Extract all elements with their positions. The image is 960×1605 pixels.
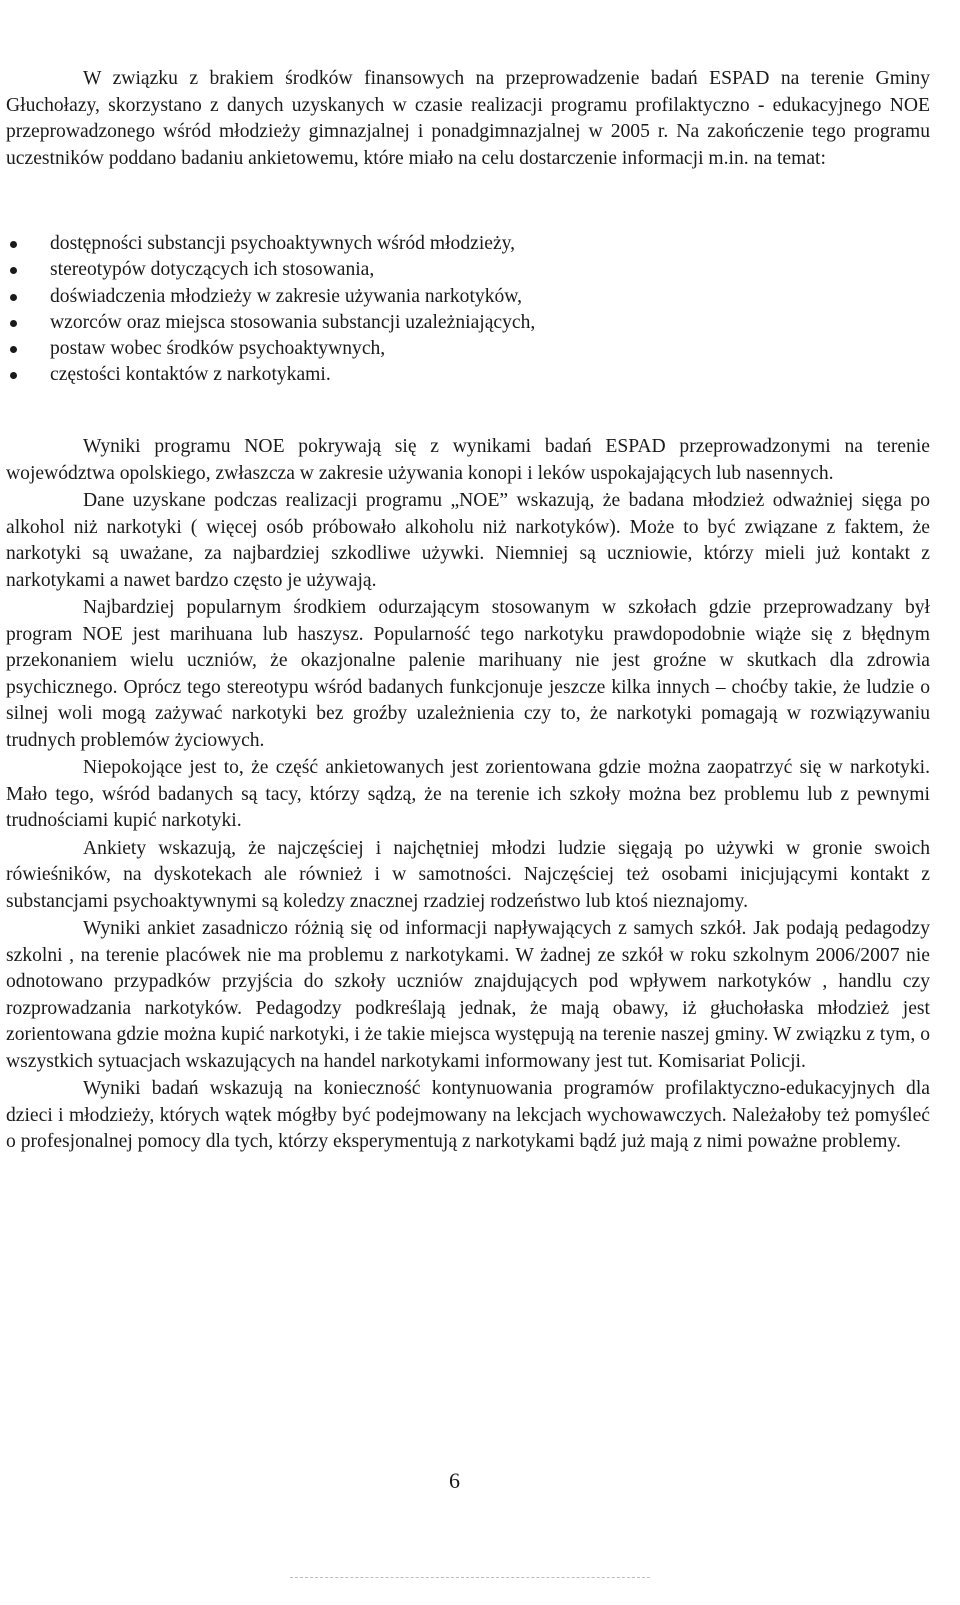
- intro-paragraph: W związku z brakiem środków finansowych na przeprowadzenie badań ESPAD na terenie Gminy Głuchołazy, skorzystano z danych uzyskanych w czasie realizacji programu profilaktyczno - edukacyjnego NOE przeprowadzonego wśród młodzieży gimnazjalnej i ponadgimnazjalnej w 2005 r. Na zakończenie tego programu uczestników poddano badaniu ankietowemu, które miało na celu dostarczenie informacji m.in. na temat:: [6, 68, 930, 169]
- list-item-text: częstości kontaktów z narkotykami.: [50, 364, 331, 386]
- topics-bullet-list: [10, 231, 910, 389]
- list-item: [10, 284, 910, 310]
- bullet-dot-icon: [10, 346, 17, 353]
- bullet-dot-icon: [10, 320, 17, 327]
- list-item-text: dostępności substancji psychoaktywnych wśród młodzieży,: [50, 233, 516, 254]
- paragraph-conclusions: Wyniki badań wskazują na konieczność kontynuowania programów profilaktyczno-edukacyjnych dla dzieci i młodzieży, których wątek mógłby być podejmowany na lekcjach wychowawczych. Należałoby też pomyśleć o profesjonalnej pomocy dla tych, którzy eksperymentują z narkotykami bądź już mają z nimi poważne problemy.: [6, 1078, 930, 1152]
- paragraph-popular-substance: Najbardziej popularnym środkiem odurzającym stosowanym w szkołach gdzie przeprowadzany był program NOE jest marihuana lub haszysz. Popularność tego narkotyku prawdopodobnie wiąże się z błędnym przekonaniem wielu uczniów, że okazjonalne palenie marihuany nie jest groźne w skutkach dla zdrowia psychicznego. Oprócz tego stereotypu wśród badanych funkcjonuje jeszcze kilka innych – choćby takie, że ludzie o silnej woli mogą zażywać narkotyki bez groźby uzależnienia czy to, że narkotyki pomagają w rozwiązywaniu trudnych problemów życiowych.: [6, 597, 930, 751]
- bullet-dot-icon: [10, 372, 17, 379]
- bullet-dot-icon: [10, 294, 17, 301]
- list-item: [10, 231, 910, 257]
- page-number: 6: [449, 1468, 460, 1493]
- list-item-text: wzorców oraz miejsca stosowania substancji uzależniających,: [50, 311, 536, 333]
- paragraph-peer-influence: Ankiety wskazują, że najczęściej i najchętniej młodzi ludzie sięgają po używki w gronie swoich rówieśników, na dyskotekach ale również i w samotności. Najczęściej też osobami inicjującymi kontakt z substancjami psychoaktywnymi są koledzy znacznej rzadziej rodzeństwo lub ktoś nieznajomy.: [6, 837, 930, 912]
- bullet-dot-icon: [10, 241, 17, 248]
- intro-paragraph-block: [6, 66, 930, 172]
- bullet-dot-icon: [10, 267, 17, 274]
- list-item: [10, 257, 910, 283]
- paragraph-availability: Niepokojące jest to, że część ankietowanych jest zorientowana gdzie można zaopatrzyć się w narkotyki. Mało tego, wśród badanych są tacy, którzy sądzą, że na terenie ich szkoły można bez problemu lub z pewnymi trudnościami kupić narkotyki.: [6, 757, 930, 831]
- list-item: [10, 336, 910, 362]
- list-item: [10, 310, 910, 336]
- body-text-block: [6, 434, 930, 1156]
- paragraph-alcohol-vs-drugs: Dane uzyskane podczas realizacji programu „NOE” wskazują, że badana młodzież odważniej sięga po alkohol niż narkotyki ( więcej osób próbowało alkoholu niż narkotyków). Może to być związane z faktem, że narkotyki są uważane, za najbardziej szkodliwe używki. Niemniej są uczniowie, którzy mieli już kontakt z narkotykami a nawet bardzo często je używają.: [6, 490, 930, 591]
- paragraph-noe-results: Wyniki programu NOE pokrywają się z wynikami badań ESPAD przeprowadzonymi na terenie województwa opolskiego, zwłaszcza w zakresie używania konopi i leków uspokajających lub nasennych.: [6, 436, 930, 484]
- paragraph-school-reports: Wyniki ankiet zasadniczo różnią się od informacji napływających z samych szkół. Jak podają pedagodzy szkolni , na terenie placówek nie ma problemu z narkotykami. W żadnej ze szkół w roku szkolnym 2006/2007 nie odnotowano przypadków przyjścia do szkoły uczniów znajdujących pod wpływem narkotyków , handlu czy rozprowadzania narkotyków. Pedagodzy podkreślają jednak, że mają obawy, iż głuchołaska młodzież jest zorientowana gdzie można kupić narkotyki, i że takie miejsca występują na terenie naszej gminy. W związku z tym, o wszystkich sytuacjach wskazujących na handel narkotykami informowany jest tut. Komisariat Policji.: [6, 918, 930, 1072]
- list-item-text: stereotypów dotyczących ich stosowania,: [50, 259, 375, 281]
- list-item-text: postaw wobec środków psychoaktywnych,: [50, 338, 386, 360]
- list-item-text: doświadczenia młodzieży w zakresie używania narkotyków,: [50, 285, 523, 307]
- list-item: [10, 362, 910, 388]
- bottom-divider: [290, 1577, 650, 1578]
